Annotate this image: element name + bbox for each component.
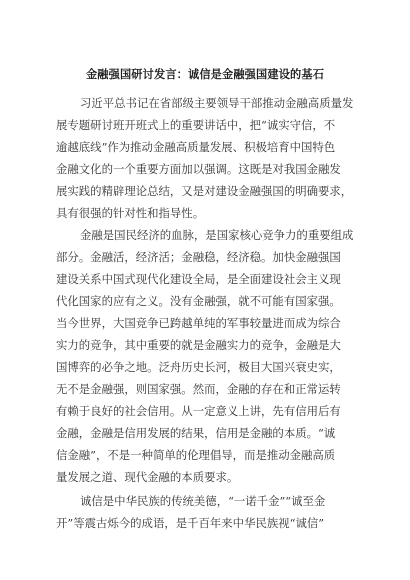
paragraph-line: 建设关系中国式现代化建设全局，是全面建设社会主义现 <box>56 272 341 286</box>
paragraph-line: 实力的竞争，其中重要的就是金融实力的竞争，金融是大 <box>56 338 341 352</box>
paragraph-line: 习近平总书记在省部级主要领导干部推动金融高质量发 <box>80 96 354 110</box>
paragraph-line: 信金融”，不是一种简单的伦理倡导，而是推动金融高质 <box>56 448 336 462</box>
paragraph-line: 金融，金融是信用发展的结果，信用是金融的本质。“诚 <box>56 426 336 440</box>
paragraph-line: 代化国家的应有之义。没有金融强，就不可能有国家强。 <box>56 294 341 308</box>
paragraph-line: 金融是国民经济的血脉，是国家核心竞争力的重要组成 <box>80 228 354 242</box>
paragraph-line: 展实践的精辟理论总结，又是对建设金融强国的明确要求， <box>56 184 353 198</box>
paragraph-line: 具有很强的针对性和指导性。 <box>56 206 205 220</box>
paragraph-line: 部分。金融活，经济活；金融稳，经济稳。加快金融强国 <box>56 250 341 264</box>
paragraph-line: 开”等震古烁今的成语，是千百年来中华民族视“诚信” <box>56 516 325 530</box>
paragraph-line: 国博弈的必争之地。泛舟历史长河，极目大国兴衰史实， <box>56 360 341 374</box>
paragraph-line: 有赖于良好的社会信用。从一定意义上讲，先有信用后有 <box>56 404 341 418</box>
paragraph-line: 当今世界，大国竞争已跨越单纯的军事较量进而成为综合 <box>56 316 341 330</box>
paragraph-line: 量发展之道、现代金融的本质要求。 <box>56 470 239 484</box>
paragraph-line: 无不是金融强，则国家强。然而，金融的存在和正常运转 <box>56 382 341 396</box>
document-title: 金融强国研讨发言：诚信是金融强国建设的基石 <box>85 68 325 81</box>
paragraph-line: 展专题研讨班开班式上的重要讲话中，把“诚实守信，不 <box>56 118 336 132</box>
paragraph-line: 诚信是中华民族的传统美德，“一诺千金”“诚至金 <box>80 494 326 508</box>
paragraph-line: 逾越底线”作为推动金融高质量发展、积极培育中国特色 <box>56 140 336 154</box>
paragraph-line: 金融文化的一个重要方面加以强调。这既是对我国金融发 <box>56 162 341 176</box>
